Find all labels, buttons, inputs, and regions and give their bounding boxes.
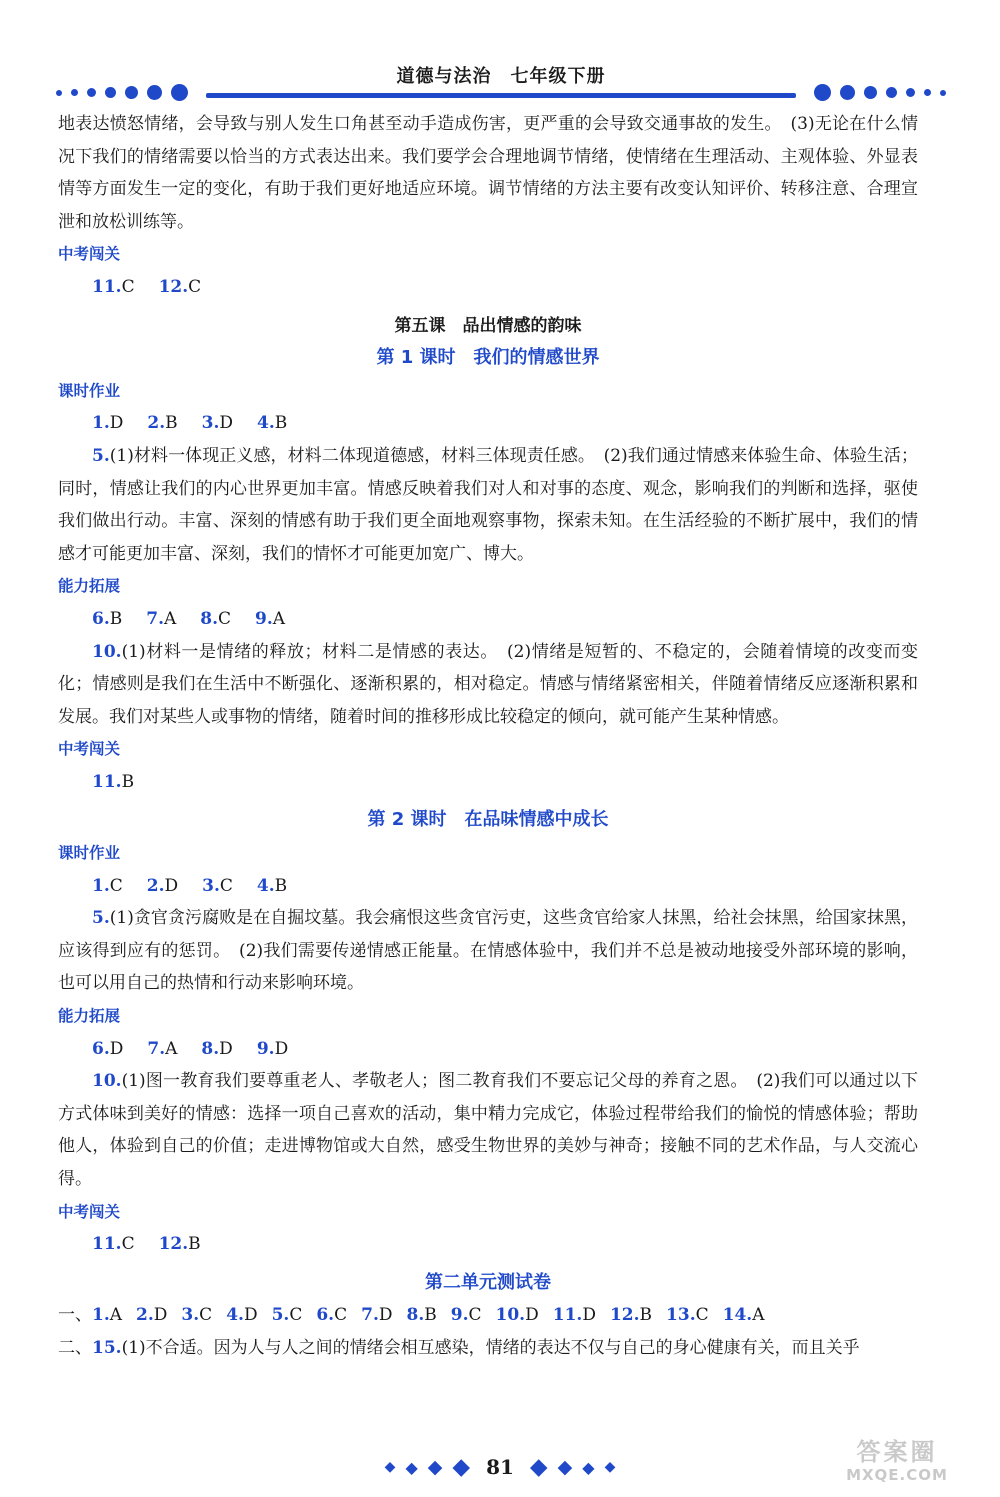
answer-item	[257, 870, 287, 903]
answer-value: A	[752, 1305, 765, 1326]
answer-item	[255, 603, 285, 636]
answer-value: B	[188, 1234, 201, 1255]
answer-number: 3.	[201, 413, 220, 434]
answer-item	[147, 407, 177, 440]
answer-number: 2.	[146, 875, 165, 896]
answer-number: 11.	[92, 1234, 122, 1255]
dot	[924, 89, 931, 96]
question-text: (1)贪官贪污腐败是在自掘坟墓。我会痛恨这些贪官污吏，这些贪官给家人抹黑，给社会抹黑，给国家抹黑，应该得到应有的惩罚。 (2)我们需要传递情感正能量。在情感体验中，我们并不总是被动地接受外部环境的影响，也可以用自己的热情和行动来影响环境。	[58, 908, 918, 994]
answer-value: C	[121, 1234, 135, 1255]
answer-value: D	[378, 1305, 393, 1326]
unit-test-title: 第二单元测试卷	[425, 1271, 551, 1293]
answer-value: D	[164, 875, 179, 896]
watermark-bottom: MXQE.COM	[846, 1466, 948, 1484]
answer-value: D	[525, 1305, 539, 1326]
answer-number: 9.	[256, 1038, 275, 1059]
dot	[105, 87, 116, 98]
period-title: 第 1 课时 我们的情感世界	[376, 347, 600, 369]
question-5	[58, 440, 918, 570]
answer-list	[92, 1305, 778, 1325]
answer-value: C	[109, 875, 123, 896]
dot	[886, 87, 897, 98]
answer-line	[58, 766, 918, 799]
answer-item	[159, 1228, 201, 1261]
question-text: (1)材料一体现正义感，材料二体现道德感，材料三体现责任感。 (2)我们通过情感来体验生命、体验生活；同时，情感让我们的内心世界更加丰富。情感反映着我们对人和对事的态度、观念，影响我们的判断和选择，驱使我们做出行动。丰富、深刻的情感有助于我们更全面地观察事物，探索未知。在生活经验的不断扩展中，我们的情感才可能更加丰富、深刻，我们的情怀才可能更加宽广、博大。	[58, 445, 918, 564]
answer-number: 8.	[201, 1038, 220, 1059]
answer-number: 12.	[609, 1305, 640, 1326]
dot	[864, 86, 877, 99]
section-label: 中考闯关	[58, 245, 121, 264]
answer-item	[181, 1299, 212, 1332]
answer-number: 11.	[92, 276, 122, 297]
answer-number: 2.	[147, 413, 166, 434]
answer-item	[610, 1299, 652, 1332]
header-rule	[206, 93, 796, 98]
answer-value: C	[188, 276, 202, 297]
answer-number: 7.	[147, 1038, 166, 1059]
section-label: 课时作业	[58, 381, 121, 400]
answer-value: B	[274, 875, 288, 896]
answer-number: 1.	[92, 413, 110, 434]
answer-item	[92, 766, 134, 799]
page-number: 81	[486, 1455, 514, 1479]
answer-item	[92, 870, 123, 903]
answer-number: 7.	[361, 1305, 379, 1326]
answer-value: B	[121, 771, 135, 792]
answer-item	[316, 1299, 347, 1332]
answer-value: B	[165, 413, 178, 434]
diamond-icon: ◆	[452, 1454, 471, 1480]
answer-value: C	[121, 276, 135, 297]
answer-value: D	[109, 413, 124, 434]
answer-item	[202, 407, 233, 440]
unit-test-part1	[58, 1299, 918, 1332]
unit-test-part2	[58, 1332, 918, 1365]
answer-line	[58, 271, 918, 304]
answer-line	[58, 1228, 918, 1261]
dot	[840, 85, 855, 100]
answer-number: 1.	[92, 875, 110, 896]
diamond-icon: ◆	[604, 1459, 616, 1475]
diamond-icon: ◆	[529, 1454, 548, 1480]
section-label: 能力拓展	[58, 1007, 121, 1026]
answer-item	[92, 1299, 122, 1332]
answer-value: B	[424, 1305, 437, 1326]
answer-number: 10.	[495, 1305, 526, 1326]
header-title: 道德与法治 七年级下册	[396, 66, 606, 87]
answer-number: 3.	[202, 875, 220, 896]
question-number: 5.	[92, 445, 110, 466]
answer-value: A	[165, 1038, 178, 1059]
answer-item	[202, 870, 233, 903]
answer-value: A	[164, 608, 177, 629]
intro-paragraph: 地表达愤怒情绪，会导致与别人发生口角甚至动手造成伤害，更严重的会导致交通事故的发生。 (3)无论在什么情况下我们的情绪需要以恰当的方式表达出来。我们要学会合理地调节情绪，使情绪在生理活动、主观体验、外显表情等方面发生一定的变化，有助于我们更好地适应环境。调节情绪的方法主要有改变认知评价、转移注意、合理宣泄和放松训练等。	[58, 114, 918, 232]
answer-item	[92, 407, 123, 440]
dot	[906, 88, 915, 97]
answer-item	[257, 407, 287, 440]
answer-value: D	[582, 1305, 596, 1326]
answer-number: 4.	[256, 875, 275, 896]
answer-value: C	[695, 1305, 709, 1326]
answer-number: 6.	[92, 1038, 110, 1059]
answer-number: 11.	[552, 1305, 583, 1326]
question-number: 10.	[92, 641, 122, 662]
answer-item	[496, 1299, 539, 1332]
answer-item	[451, 1299, 482, 1332]
answer-number: 4.	[257, 413, 275, 434]
answer-item	[553, 1299, 596, 1332]
answer-number: 9.	[255, 608, 273, 629]
answer-line	[58, 1033, 918, 1066]
lesson-title: 第五课 品出情感的韵味	[394, 315, 582, 336]
answer-item	[159, 271, 202, 304]
question-text: (1)不合适。因为人与人之间的情绪会相互感染，情绪的表达不仅与自己的身心健康有关，而且关乎	[121, 1337, 860, 1358]
answer-number: 12.	[158, 276, 189, 297]
answer-item	[92, 1033, 123, 1066]
question-10	[58, 636, 918, 734]
answer-number: 1.	[92, 1305, 110, 1326]
answer-item	[723, 1299, 765, 1332]
question-text: (1)材料一是情绪的释放；材料二是情感的表达。 (2)情绪是短暂的、不稳定的，会随着情境的改变而变化；情感则是我们在生活中不断强化、逐渐积累的，相对稳定。情感与情绪紧密相关，伴随着情绪反应逐渐积累和发展。我们对某些人或事物的情绪，随着时间的推移形成比较稳定的倾向，就可能产生某种情感。	[58, 641, 918, 727]
answer-item	[257, 1033, 288, 1066]
answer-number: 4.	[226, 1305, 244, 1326]
question-5	[58, 902, 918, 1000]
part-label: 二、	[58, 1337, 92, 1358]
answer-item	[147, 870, 178, 903]
answer-item	[92, 603, 122, 636]
answer-number: 12.	[158, 1234, 189, 1255]
diamond-icon: ◆	[557, 1456, 573, 1478]
answer-number: 5.	[271, 1305, 290, 1326]
answer-number: 7.	[146, 608, 164, 629]
section-label: 中考闯关	[58, 740, 121, 759]
answer-number: 3.	[181, 1305, 200, 1326]
answer-item	[136, 1299, 167, 1332]
page-content	[58, 108, 918, 1365]
answer-line	[58, 870, 918, 903]
dot	[56, 90, 62, 96]
dot	[814, 84, 831, 101]
answer-item	[201, 1033, 232, 1066]
diamond-icon: ◆	[405, 1457, 418, 1477]
answer-item	[407, 1299, 437, 1332]
answer-value: C	[468, 1305, 482, 1326]
answer-value: B	[109, 608, 123, 629]
watermark-logo	[822, 1438, 972, 1490]
answer-value: C	[218, 608, 232, 629]
watermark-top: 答案圈	[856, 1438, 938, 1466]
answer-value: D	[274, 1038, 289, 1059]
answer-line	[58, 603, 918, 636]
answer-number: 11.	[92, 771, 122, 792]
answer-number: 8.	[406, 1305, 425, 1326]
answer-value: D	[219, 1038, 233, 1059]
answer-item	[272, 1299, 303, 1332]
answer-item	[666, 1299, 709, 1332]
header-dots-right	[814, 84, 946, 101]
diamond-icon: ◆	[427, 1456, 443, 1478]
answer-number: 2.	[136, 1305, 154, 1326]
answer-item	[146, 603, 176, 636]
question-number: 10.	[92, 1071, 122, 1092]
dot	[940, 90, 946, 96]
diamond-icon: ◆	[384, 1459, 396, 1475]
answer-value: C	[219, 875, 233, 896]
answer-value: D	[153, 1305, 168, 1326]
answer-item	[226, 1299, 257, 1332]
answer-value: B	[639, 1305, 653, 1326]
answer-item	[92, 271, 135, 304]
answer-item	[147, 1033, 177, 1066]
answer-line	[58, 407, 918, 440]
question-10	[58, 1065, 918, 1195]
answer-value: C	[334, 1305, 348, 1326]
answer-value: A	[272, 608, 286, 629]
answer-number: 6.	[316, 1305, 335, 1326]
answer-value: D	[109, 1038, 124, 1059]
answer-value: C	[289, 1305, 303, 1326]
answer-item	[92, 1228, 135, 1261]
answer-value: B	[274, 413, 288, 434]
section-label: 能力拓展	[58, 577, 121, 596]
dot	[71, 89, 78, 96]
section-label: 中考闯关	[58, 1202, 121, 1221]
answer-number: 6.	[92, 608, 110, 629]
dot	[87, 88, 96, 97]
question-number: 15.	[92, 1337, 122, 1358]
period-title: 第 2 课时 在品味情感中成长	[367, 809, 609, 831]
answer-item	[200, 603, 231, 636]
section-label: 课时作业	[58, 844, 121, 863]
answer-number: 14.	[722, 1305, 753, 1326]
diamond-icon: ◆	[582, 1457, 595, 1477]
answer-number: 8.	[200, 608, 219, 629]
part-label: 一、	[58, 1305, 92, 1326]
answer-value: D	[219, 413, 234, 434]
answer-value: C	[199, 1305, 213, 1326]
question-text: (1)图一教育我们要尊重老人、孝敬老人；图二教育我们不要忘记父母的养育之恩。 (2)我们可以通过以下方式体味到美好的情感：选择一项自己喜欢的活动，集中精力完成它，体验过程带给我们的愉悦的情感体验；帮助他人，体验到自己的价值；走进博物馆或大自然，感受生物世界的美妙与神奇；接触不同的艺术作品，与人交流心得。	[58, 1071, 918, 1189]
question-number: 5.	[92, 908, 110, 929]
answer-number: 13.	[666, 1305, 696, 1326]
answer-number: 9.	[450, 1305, 469, 1326]
answer-value: D	[243, 1305, 258, 1326]
answer-item	[361, 1299, 392, 1332]
running-header	[56, 62, 946, 110]
answer-value: A	[109, 1305, 123, 1326]
